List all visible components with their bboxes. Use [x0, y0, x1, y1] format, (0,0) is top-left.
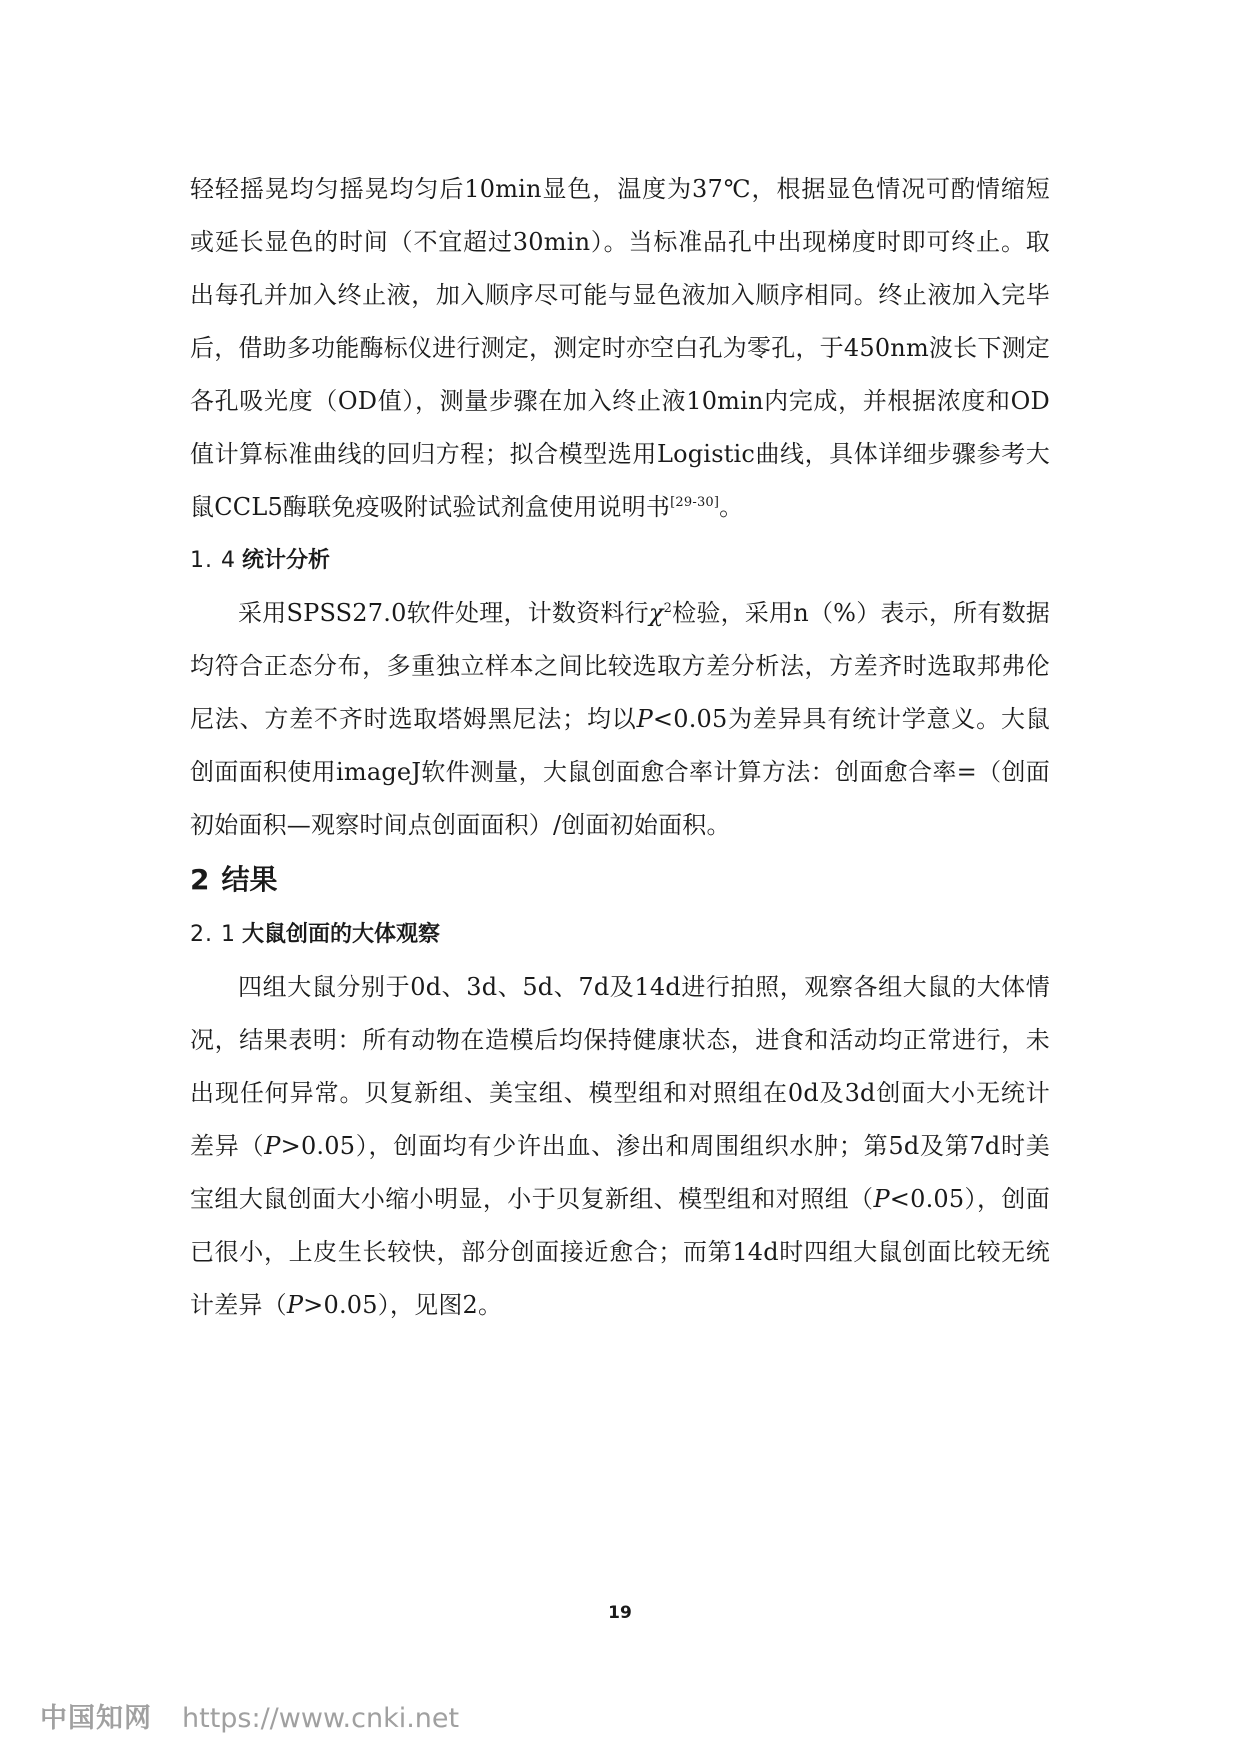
p-symbol: P	[264, 1132, 281, 1160]
section-title: 结果	[221, 863, 278, 896]
paragraph-text: >0.05），见图2。	[303, 1291, 503, 1319]
p-symbol: P	[286, 1291, 304, 1319]
chi-superscript: 2	[663, 601, 673, 616]
paragraph-text: >0.05），创面均有少许出血、渗出和周围组织水肿；第5d及第7d时美宝组大鼠创面大小缩小明显，小于贝复新组、模型组和对照组（	[190, 1132, 1051, 1213]
watermark-brand: 中国知网	[40, 1703, 152, 1734]
section-heading-2	[190, 852, 1050, 908]
page-content	[190, 163, 1050, 1332]
p-symbol: P	[636, 705, 653, 733]
paragraph-text: 轻轻摇晃均匀摇晃均匀后10min显色，温度为37℃，根据显色情况可酌情缩短或延长显色的时间（不宜超过30min）。当标准品孔中出现梯度时即可终止。取出每孔并加入终止液，加入顺序尽可能与显色液加入顺序相同。终止液加入完毕后，借助多功能酶标仪进行测定，测定时亦空白孔为零孔，于450nm波长下测定各孔吸光度（OD值），测量步骤在加入终止液10min内完成，并根据浓度和OD值计算标准曲线的回归方程；拟合模型选用Logistic曲线，具体详细步骤参考大鼠CCL5酶联免疫吸附试验试剂盒使用说明书	[190, 175, 1050, 521]
citation-ref: [29-30]	[670, 495, 720, 510]
paragraph-end: 。	[719, 493, 744, 521]
paragraph-elisa-procedure	[190, 163, 1050, 534]
paragraph-gross-observation	[190, 961, 1050, 1332]
section-number: 2. 1	[190, 922, 236, 947]
p-symbol: P	[873, 1185, 890, 1213]
paragraph-statistics	[190, 587, 1050, 852]
watermark-url: https://www.cnki.net	[182, 1703, 460, 1734]
paragraph-text: 四组大鼠分别于0d、3d、5d、7d及14d进行拍照，观察各组大鼠的大体情况，结果表明：所有动物在造模后均保持健康状态，进食和活动均正常进行，未出现任何异常。贝复新组、美宝组、模型组和对照组在0d及3d创面大小无统计差异（	[190, 973, 1050, 1160]
section-number: 1. 4	[190, 548, 236, 573]
chi-symbol: χ	[648, 599, 664, 627]
section-heading-1-4	[190, 534, 1050, 587]
paragraph-text: 采用SPSS27.0软件处理，计数资料行	[238, 599, 649, 627]
section-number: 2	[190, 863, 210, 896]
cnki-watermark	[40, 1696, 459, 1735]
paragraph-text: <0.05），创面已很小，上皮生长较快，部分创面接近愈合；而第14d时四组大鼠创面比较无统计差异（	[190, 1185, 1050, 1319]
section-title: 统计分析	[241, 548, 330, 573]
page-number: 19	[608, 1603, 632, 1623]
paragraph-text: 检验，采用n（%）表示，所有数据均符合正态分布，多重独立样本之间比较选取方差分析法，方差齐时选取邦弗伦尼法、方差不齐时选取塔姆黑尼法；均以	[190, 599, 1050, 733]
section-heading-2-1	[190, 908, 1050, 961]
paragraph-text: <0.05为差异具有统计学意义。大鼠创面面积使用imageJ软件测量，大鼠创面愈合率计算方法：创面愈合率=（创面初始面积—观察时间点创面面积）/创面初始面积。	[190, 705, 1050, 839]
section-title: 大鼠创面的大体观察	[241, 922, 440, 947]
